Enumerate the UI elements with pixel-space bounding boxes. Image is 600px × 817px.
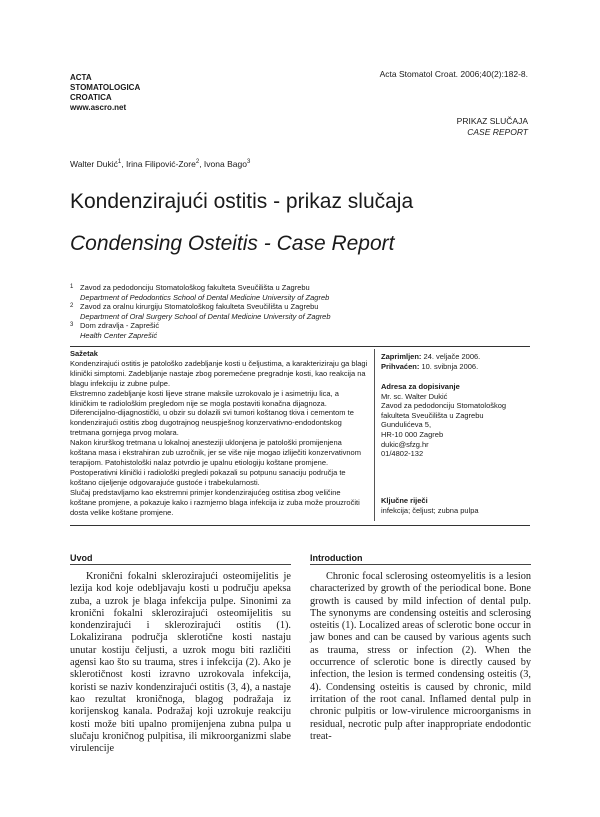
intro-en-column — [310, 571, 531, 743]
affiliation — [70, 321, 530, 340]
abstract-paragraph: Kondenzirajući ostitis je patološko zadebljanje kosti u čeljustima, a karakteriziraju ga blagi klinički simptomi. Zadebljanje nastaje zbog poremećene pregradnje kosti, kao reakcija na blagu infekciju iz zubne pulpe. — [70, 358, 368, 388]
affiliation-number: 2 — [70, 303, 74, 310]
affiliation-hr: Dom zdravlja - Zaprešić — [80, 321, 160, 331]
journal-line: ACTA — [70, 73, 92, 82]
author-name: Walter Dukić — [70, 159, 118, 169]
affiliation-en: Health Center Zaprešić — [80, 330, 158, 340]
author-name: Irina Filipović-Zore — [125, 159, 196, 169]
correspondence-label: Adresa za dopisivanje — [381, 382, 460, 391]
affiliation-hr: Zavod za oralnu kirurgiju Stomatološkog fakulteta Sveučilišta u Zagrebu — [80, 302, 319, 312]
article-type — [457, 116, 528, 138]
journal-line: STOMATOLOGICA — [70, 83, 141, 92]
correspondence-phone: 01/4802-132 — [381, 449, 424, 459]
correspondence-line: fakulteta Sveučilišta u Zagrebu — [381, 410, 484, 420]
title-croatian: Kondenzirajući ostitis - prikaz slučaja — [70, 190, 414, 213]
title-english: Condensing Osteitis - Case Report — [70, 232, 395, 255]
affiliation-number: 1 — [70, 284, 74, 290]
correspondence-line: Mr. sc. Walter Dukić — [381, 391, 448, 401]
received-label: Zaprimljen: — [381, 352, 422, 361]
author-sup: 1 — [117, 159, 122, 166]
correspondence-line: HR-10 000 Zagreb — [381, 429, 444, 439]
affiliation-hr: Zavod za pedodonciju Stomatološkog fakulteta Sveučilišta u Zagrebu — [80, 283, 310, 292]
abstract-paragraph: Ekstremno zadebljanje kosti lijeve strane maksile uzrokovalo je i asimetriju lica, a kliničkim te radiološkim pregledom nije se mogla postaviti konačna dijagnoza. Diferencijalno-dijagnostički, u obzir su dolazili svi tumori koštanog tkiva i cementom te kondenzirajući ostitis zbog dugotrajnog neuspješnog konzervativno-endodontskog tretmana gornjega prvog molara. — [70, 388, 354, 438]
abstract — [70, 349, 368, 517]
intro-en-text: Chronic focal sclerosing osteomyelitis is a lesion characterized by growth of the periodical bone. Bone growth is caused by mild infection of dental pulp. The synonyms are condensing osteitis and sclerosing osteitis (1). Localized areas of sclerotic bone occur in jaw bones and can be caused by various agents such as trauma, stress or infection (2). When the occurrence of sclerotic bone is directly caused by infection, the lesion is termed condensing osteitis (3, 4). Condensing osteitis is caused by chronic, mild irritation of the root canal. Inflamed dental pulp in chronic pulpitis or low-virulence microorganisms in residual, necrotic pulp after inappropriate endodontic treat- — [310, 571, 531, 742]
affiliations — [70, 283, 530, 341]
received-date: 24. veljače 2006. — [423, 352, 481, 361]
accepted-label: Prihvaćen: — [381, 361, 420, 371]
abstract-heading: Sažetak — [70, 349, 98, 358]
correspondence-line: Zavod za pedodonciju Stomatološkog — [381, 401, 507, 411]
journal-name — [70, 73, 140, 113]
heading-rule — [70, 564, 291, 565]
journal-line: CROATICA — [70, 93, 112, 102]
authors: Walter Dukić$^1$, Irina Filipović-Zore$^2$, Ivona Bago$^3$ — [70, 159, 251, 169]
affiliation-number: 3 — [70, 322, 74, 329]
intro-hr-text: Kronični fokalni sklerozirajući osteomijelitis je lezija kod koje odebljavaju kosti u području apeksa zuba, a uzrok je blaga infekcija pulpe. Sinonimi za kronični fokalni sklerozirajući osteomijelitis su kondenzirajući i sklerozirajući ostitis (1). Lokalizirana područja sklerotične kosti nastaju unutar kostiju čeljusti, a uzrok mogu biti različiti agensi kao što su trauma, stres i infekcija (2). Ako je sklerotičnost kosti izravno uzrokovala infekcija, koristi se naziv kondenzirajući ostitis (3, 4), a nastaje kao rezultat kroničnoga, blagog podražaja iz korijenskog kanala. Podražaj koji uzrokuje reakciju kosti može biti upalno promijenjena zubna pulpa u slučaju kroničnog pulpitisa, ili mikroorganizmi slabe virulencije — [70, 571, 291, 755]
affiliation — [70, 283, 530, 302]
keywords-text: infekcija; čeljust; zubna pulpa — [381, 505, 479, 515]
journal-url[interactable]: www.ascro.net — [70, 103, 127, 112]
keywords — [381, 496, 531, 515]
article-type-en: CASE REPORT — [467, 127, 528, 137]
accepted-date: 10. svibnja 2006. — [421, 361, 479, 371]
affiliation — [70, 302, 530, 321]
correspondence — [381, 382, 531, 459]
author-sup: 2 — [195, 159, 200, 166]
correspondence-email[interactable]: dukic@sfzg.hr — [381, 439, 429, 449]
intro-en-heading: Introduction — [310, 553, 363, 563]
correspondence-line: Gundulićeva 5, — [381, 420, 432, 430]
author-sup: 3 — [246, 159, 251, 166]
intro-hr-column — [70, 571, 291, 755]
affiliation-en: Department of Oral Surgery School of Dental Medicine University of Zagreb — [80, 311, 331, 321]
heading-rule — [310, 564, 531, 565]
abstract-paragraph: Nakon kirurškog tretmana u lokalnoj anesteziji uklonjena je patološki promijenjena koštana masa i ekstrahiran zub uzročnik, jer se više nije mogao izliječiti konzervativnom terapijom. Patohistološki nalaz potvrdio je upalnu etiologiju koštane promjene. Postoperativni klinički i radiološki pregledi pokazali su potpunu sanaciju područja te koštano cijeljenje odgovarajuće gustoće i trabekularnosti. — [70, 438, 361, 487]
dates — [381, 352, 531, 371]
intro-hr-heading: Uvod — [70, 553, 93, 563]
keywords-label: Ključne riječi — [381, 496, 428, 505]
affiliation-en: Department of Pedodontics School of Dental Medicine University of Zagreb — [80, 292, 330, 302]
column-divider — [374, 349, 375, 521]
abstract-paragraph: Slučaj predstavljamo kao ekstremni primjer kondenzirajućeg ostitisa zbog veličine koštane promjene, a pokazuje kako i razmjerno blaga infekcija iz zuba može prouzročiti dosta velike koštane promjene. — [70, 487, 360, 517]
author-name: Ivona Bago — [203, 159, 247, 169]
article-type-hr: PRIKAZ SLUČAJA — [456, 116, 528, 126]
citation: Acta Stomatol Croat. 2006;40(2):182-8. — [379, 69, 528, 79]
